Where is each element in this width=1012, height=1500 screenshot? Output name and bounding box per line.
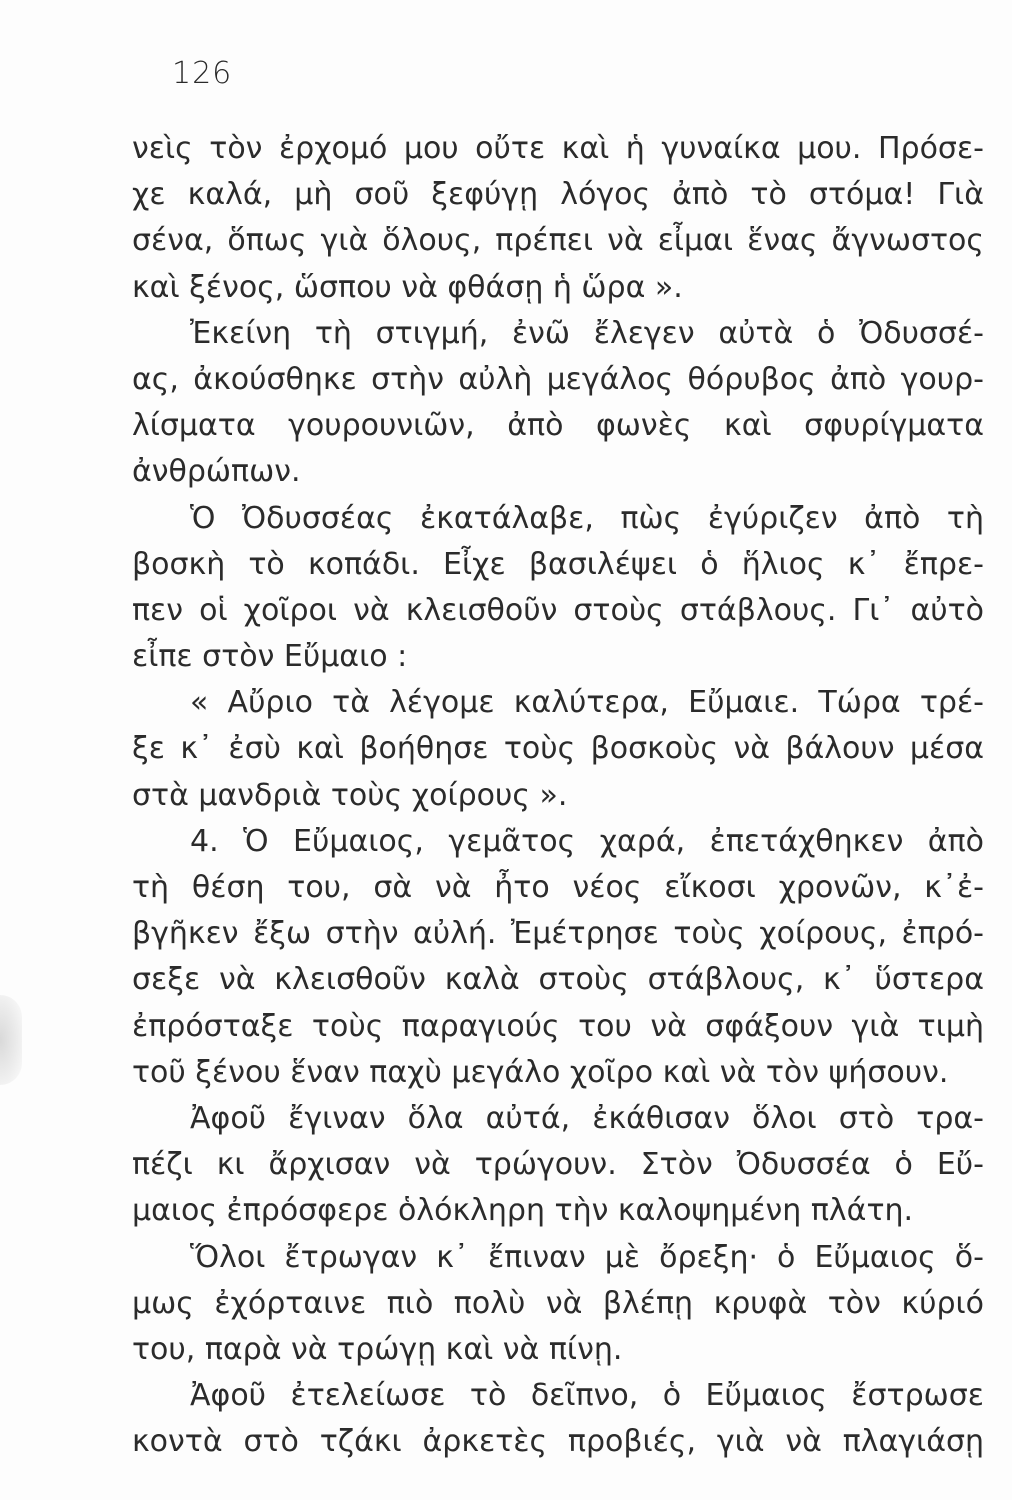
text-line: Ἀφοῦ ἐτελείωσε τὸ δεῖπνο, ὁ Εὔμαιος ἔστρωσε <box>190 1378 984 1414</box>
text-line: ας, ἀκούσθηκε στὴν αὐλὴ μεγάλος θόρυβος ἀπὸ γουρ- <box>132 361 984 397</box>
text-line: εἶπε στὸν Εὔμαιο : <box>132 639 408 675</box>
text-line: καὶ ξένος, ὥσπου νὰ φθάσῃ ἡ ὥρα ». <box>132 269 683 305</box>
text-line: σένα, ὅπως γιὰ ὅλους, πρέπει νὰ εἶμαι ἕνας ἄγνωστος <box>132 223 984 259</box>
margin-smudge <box>0 995 22 1085</box>
text-line: πέζι κι ἄρχισαν νὰ τρώγουν. Στὸν Ὀδυσσέα ὁ Εὔ- <box>132 1147 984 1183</box>
body-text <box>132 126 984 1465</box>
text-line: μως ἐχόρταινε πιὸ πολὺ νὰ βλέπῃ κρυφὰ τὸν κύριό <box>132 1285 984 1321</box>
text-line: σεξε νὰ κλεισθοῦν καλὰ στοὺς στάβλους, κ᾽ ὕστερα <box>132 962 984 998</box>
text-line: νεὶς τὸν ἐρχομό μου οὔτε καὶ ἡ γυναίκα μου. Πρόσε- <box>132 131 984 166</box>
text-line: κοντὰ στὸ τζάκι ἀρκετὲς προβιές, γιὰ νὰ πλαγιάσῃ <box>132 1424 984 1460</box>
text-line: 4. Ὁ Εὔμαιος, γεμᾶτος χαρά, ἐπετάχθηκεν ἀπὸ <box>190 823 984 859</box>
text-line: βγῆκεν ἔξω στὴν αὐλή. Ἐμέτρησε τοὺς χοίρους, ἐπρό- <box>132 916 984 952</box>
text-line: « Αὔριο τὰ λέγομε καλύτερα, Εὔμαιε. Τώρα τρέ- <box>190 685 984 721</box>
text-line: Ὅλοι ἔτρωγαν κ᾽ ἔπιναν μὲ ὄρεξη· ὁ Εὔμαιος ὅ- <box>190 1239 984 1275</box>
text-line: χε καλά, μὴ σοῦ ξεφύγῃ λόγος ἀπὸ τὸ στόμα! Γιὰ <box>132 177 984 213</box>
text-line: βοσκὴ τὸ κοπάδι. Εἶχε βασιλέψει ὁ ἥλιος κ᾽ ἔπρε- <box>132 546 984 582</box>
text-line: μαιος ἐπρόσφερε ὁλόκληρη τὴν καλοψημένη πλάτη. <box>132 1193 914 1229</box>
text-line: του, παρὰ νὰ τρώγῃ καὶ νὰ πίνῃ. <box>132 1331 623 1367</box>
text-line: τὴ θέση του, σὰ νὰ ἦτο νέος εἴκοσι χρονῶν, κ᾽ἐ- <box>132 870 984 905</box>
text-line: ξε κ᾽ ἐσὺ καὶ βοήθησε τοὺς βοσκοὺς νὰ βάλουν μέσα <box>132 731 984 767</box>
text-line: στὰ μανδριὰ τοὺς χοίρους ». <box>132 777 568 813</box>
text-line: πεν οἱ χοῖροι νὰ κλεισθοῦν στοὺς στάβλους. Γι᾽ αὐτὸ <box>132 592 984 628</box>
text-line: λίσματα γουρουνιῶν, ἀπὸ φωνὲς καὶ σφυρίγματα <box>132 408 984 444</box>
text-line: Ὁ Ὀδυσσέας ἐκατάλαβε, πὼς ἐγύριζεν ἀπὸ τὴ <box>190 500 984 536</box>
text-line: τοῦ ξένου ἕναν παχὺ μεγάλο χοῖρο καὶ νὰ τὸν ψήσουν. <box>132 1054 949 1090</box>
page-number: 126 <box>172 56 233 91</box>
text-line: ἀνθρώπων. <box>132 454 301 490</box>
text-line: Ἐκείνη τὴ στιγμή, ἐνῶ ἔλεγεν αὐτὰ ὁ Ὀδυσσέ- <box>190 315 984 351</box>
text-line: Ἀφοῦ ἔγιναν ὅλα αὐτά, ἐκάθισαν ὅλοι στὸ τρα- <box>190 1100 984 1136</box>
text-line: ἐπρόσταξε τοὺς παραγιούς του νὰ σφάξουν γιὰ τιμὴ <box>132 1008 984 1044</box>
